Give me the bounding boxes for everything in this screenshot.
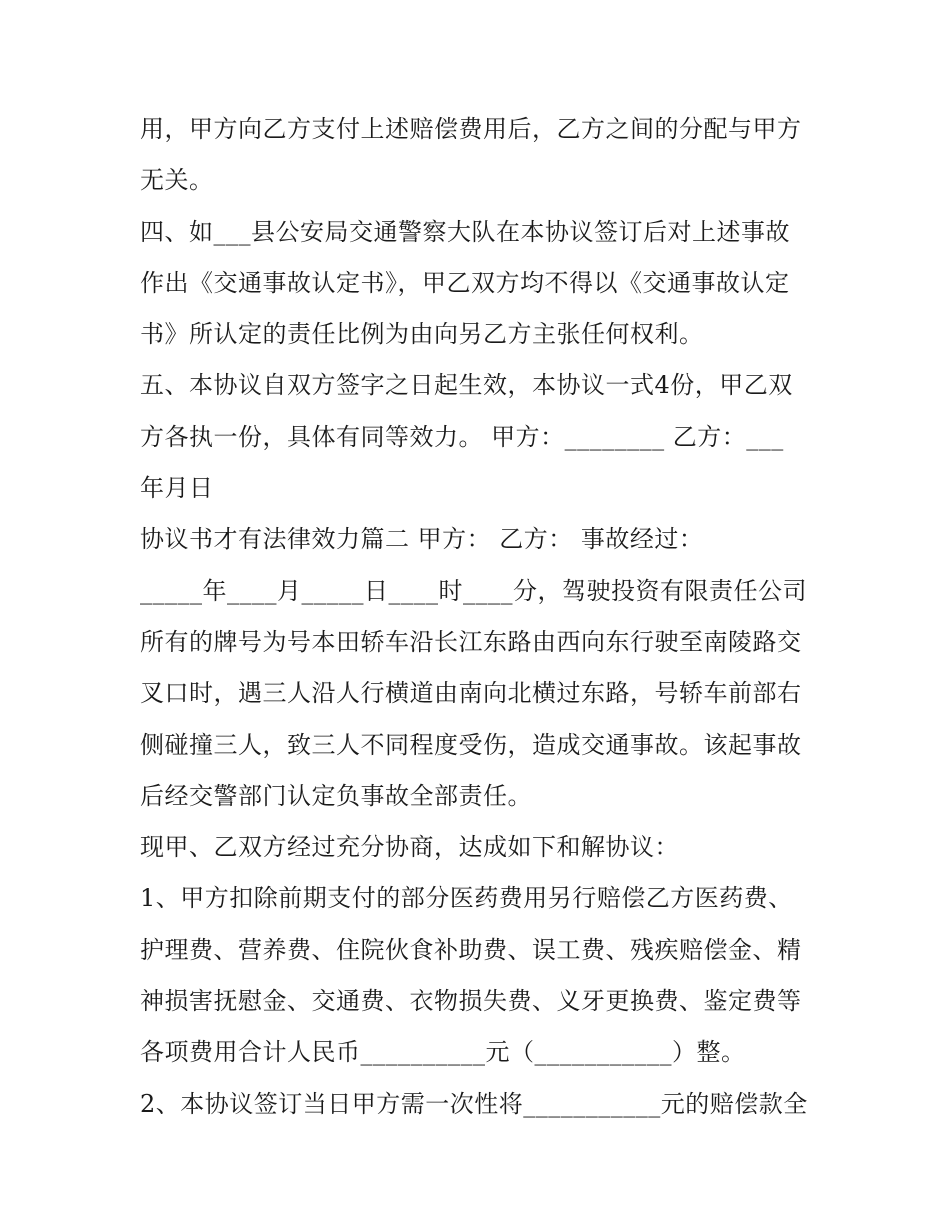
text-line: 所有的牌号为号本田轿车沿长江东路由西向东行驶至南陵路交 <box>140 627 802 656</box>
section-heading-line: 协议书才有法律效力篇二 甲方： 乙方： 事故经过： <box>140 525 704 554</box>
text-line: 年月日 <box>140 474 214 503</box>
text-line: 1、甲方扣除前期支付的部分医药费用另行赔偿乙方医药费、 <box>140 884 793 913</box>
text-line: 2、本协议签订当日甲方需一次性将___________元的赔偿款全 <box>140 1089 808 1118</box>
text-line: _____年____月_____日____时____分，驾驶投资有限责任公司 <box>140 576 807 605</box>
text-line: 各项费用合计人民币__________元（___________）整。 <box>140 1038 746 1067</box>
text-line: 侧碰撞三人，致三人不同程度受伤，造成交通事故。该起事故 <box>140 730 802 759</box>
text-line: 四、如___县公安局交通警察大队在本协议签订后对上述事故 <box>140 217 790 246</box>
text-line: 现甲、乙双方经过充分协商，达成如下和解协议： <box>140 833 679 862</box>
text-line: 书》所认定的责任比例为由向另乙方主张任何权利。 <box>140 320 704 349</box>
text-line: 后经交警部门认定负事故全部责任。 <box>140 781 532 810</box>
text-line: 方各执一份，具体有同等效力。 甲方：________ 乙方：___ <box>140 422 784 451</box>
text-line: 作出《交通事故认定书》，甲乙双方均不得以《交通事故认定 <box>140 268 790 297</box>
text-line: 无关。 <box>140 166 214 195</box>
text-line: 护理费、营养费、住院伙食补助费、误工费、残疾赔偿金、精 <box>140 935 802 964</box>
document-body <box>140 104 820 1130</box>
text-line: 用，甲方向乙方支付上述赔偿费用后，乙方之间的分配与甲方 <box>140 115 802 143</box>
text-line: 神损害抚慰金、交通费、衣物损失费、义牙更换费、鉴定费等 <box>140 987 802 1016</box>
text-line: 叉口时，遇三人沿人行横道由南向北横过东路，号轿车前部右 <box>140 679 802 708</box>
text-line: 五、本协议自双方签字之日起生效，本协议一式4份，甲乙双 <box>140 371 793 400</box>
